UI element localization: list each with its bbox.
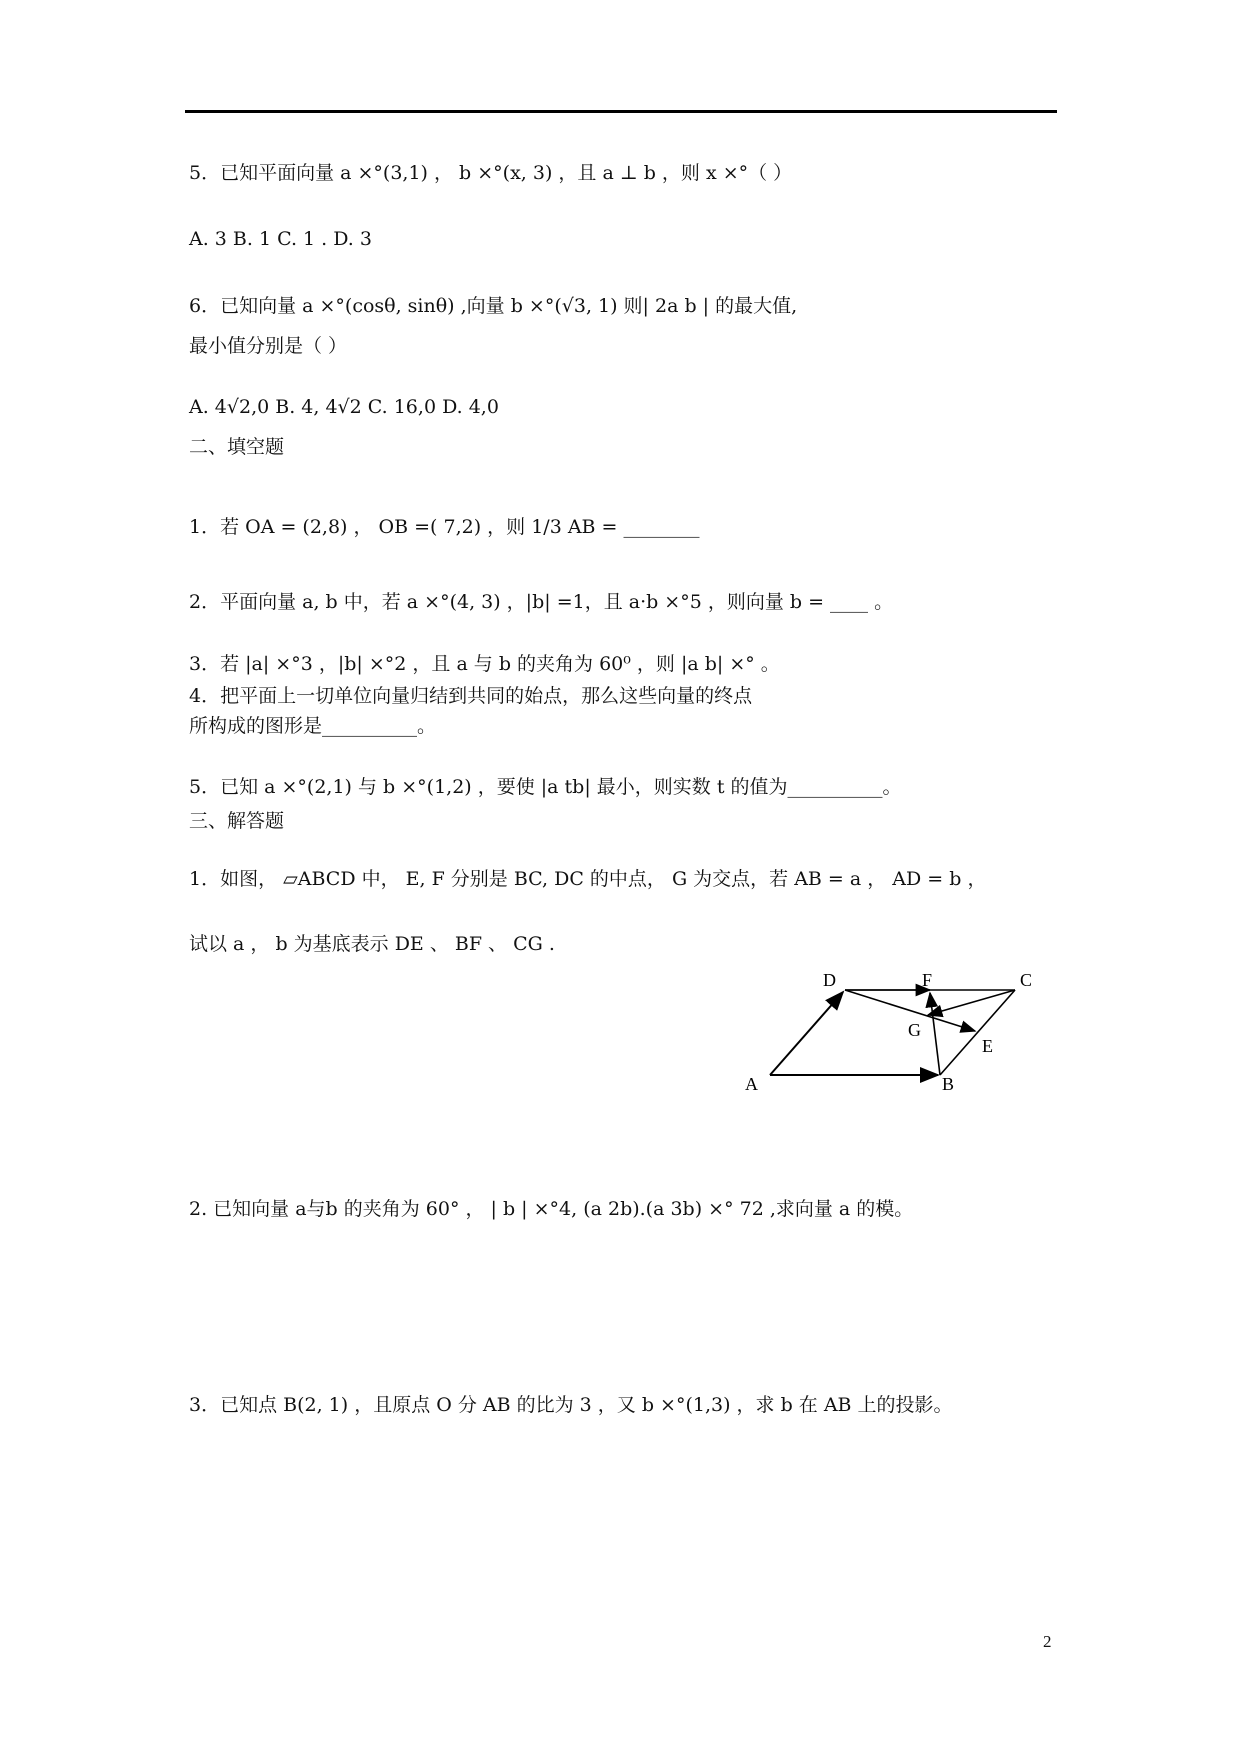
line-f5: 5．已知 a ×°(2,1) 与 b ×°(1,2) ，要使 |a tb| 最小，则实数 t 的值为__________。 <box>189 776 902 798</box>
label-g: G <box>908 1020 921 1040</box>
line-q6: 6．已知向量 a ×°(cosθ, sinθ) ,向量 b ×°(√3, 1) 则| 2a b | 的最大值, <box>189 295 798 317</box>
label-f: F <box>922 970 933 990</box>
line-s1a: 1．如图， ▱ABCD 中， E, F 分别是 BC, DC 的中点， G 为交点，若 AB = a ， AD = b ， <box>189 868 987 890</box>
line-q5-opts: A. 3 B. 1 C. 1 . D. 3 <box>189 228 372 250</box>
line-f4b: 所构成的图形是__________。 <box>189 715 437 737</box>
label-b: B <box>942 1074 955 1094</box>
line-q5: 5．已知平面向量 a ×°(3,1) ， b ×°(x, 3) ，且 a ⊥ b ，则 x ×°（ ） <box>189 162 793 184</box>
vector-bf <box>930 993 940 1075</box>
line-q6-opts: A. 4√2,0 B. 4, 4√2 C. 16,0 D. 4,0 <box>189 396 499 418</box>
label-e: E <box>982 1036 993 1056</box>
line-f3: 3．若 |a| ×°3 ，|b| ×°2 ，且 a 与 b 的夹角为 60⁰ ，则 |a b| ×° 。 <box>189 653 780 675</box>
line-s2: 2. 已知向量 a与b 的夹角为 60° ， | b | ×°4, (a 2b).(a 3b) ×° 72 ,求向量 a 的模。 <box>189 1198 914 1220</box>
parallelogram-figure <box>740 970 1050 1110</box>
edge-ad <box>770 992 843 1075</box>
edge-bc <box>940 990 1015 1075</box>
header-rule <box>185 110 1057 113</box>
line-f4a: 4．把平面上一切单位向量归结到共同的始点，那么这些向量的终点 <box>189 685 753 707</box>
line-f2: 2．平面向量 a, b 中，若 a ×°(4, 3) ，|b| =1，且 a·b ×°5 ，则向量 b = ____ 。 <box>189 591 894 613</box>
label-c: C <box>1020 970 1033 990</box>
line-q6b: 最小值分别是（ ） <box>189 335 348 357</box>
vector-cg <box>928 990 1015 1015</box>
label-d: D <box>823 970 836 990</box>
label-a: A <box>745 1074 758 1094</box>
page-number: 2 <box>1043 1632 1052 1651</box>
line-s3: 3．已知点 B(2, 1) ，且原点 O 分 AB 的比为 3 ，又 b ×°(1,3) ，求 b 在 AB 上的投影。 <box>189 1394 953 1416</box>
line-s1b: 试以 a ， b 为基底表示 DE 、 BF 、 CG . <box>189 933 555 955</box>
line-f1: 1．若 OA = (2,8) ， OB =( 7,2) ，则 1/3 AB = ________ <box>189 516 700 538</box>
line-sec3: 三、解答题 <box>189 810 285 832</box>
line-sec2: 二、填空题 <box>189 436 285 458</box>
